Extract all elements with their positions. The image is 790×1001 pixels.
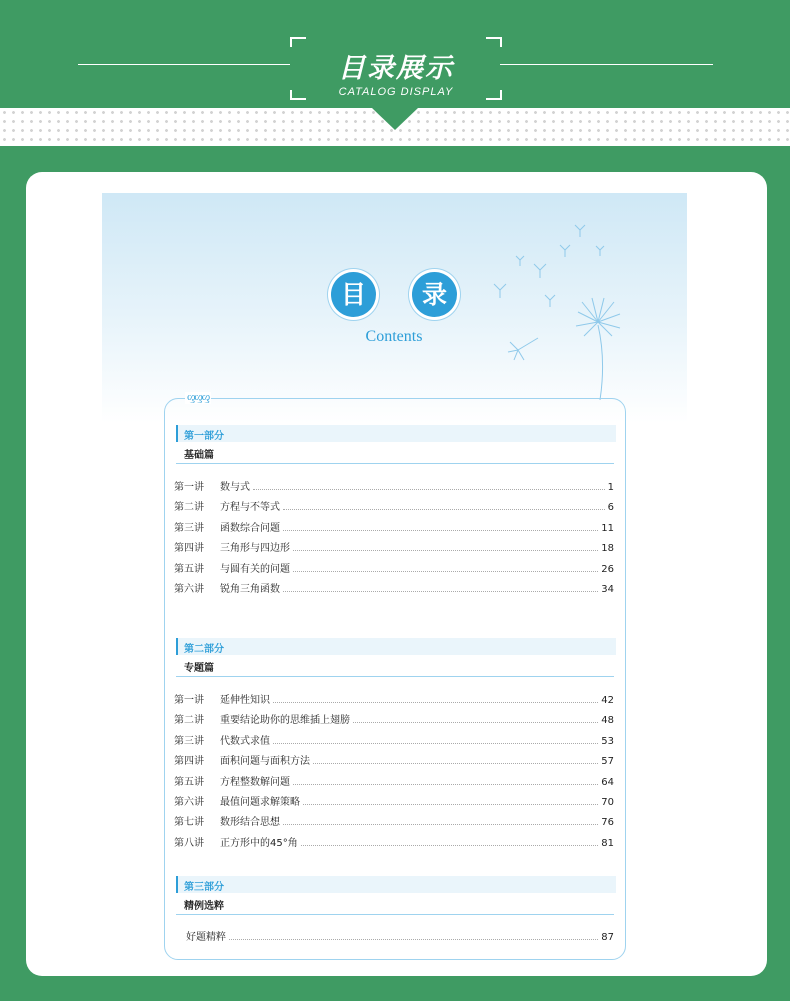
dot-leader [353, 722, 598, 723]
entry-title: 与圆有关的问题 [220, 563, 290, 575]
lecture-number: 第三讲 [174, 735, 204, 747]
entry-title: 数与式 [220, 482, 250, 493]
lecture-number: 第二讲 [174, 715, 204, 727]
entry-title: 最值问题求解策略 [220, 797, 300, 808]
dot-leader [313, 763, 598, 764]
lecture-number: 第五讲 [174, 563, 204, 575]
toc-entry[interactable] [174, 712, 614, 726]
lecture-number: 第一讲 [174, 482, 204, 493]
lecture-number: 第六讲 [174, 797, 204, 808]
section-name: 精例选粹 [184, 901, 224, 912]
page-number: 1 [607, 482, 614, 493]
toc-entry[interactable] [174, 753, 614, 767]
page-number: 34 [601, 584, 614, 595]
section-part-bar [176, 638, 616, 655]
lecture-number: 第八讲 [174, 837, 204, 849]
page-number: 11 [601, 522, 614, 534]
header-subtitle: CATALOG DISPLAY [338, 86, 454, 98]
section-rule [176, 463, 614, 464]
page-number: 57 [601, 756, 614, 768]
toc-entry[interactable] [174, 692, 614, 706]
page-number: 6 [607, 502, 614, 514]
header-rule-left [78, 64, 290, 65]
toc-entry[interactable] [174, 540, 614, 554]
page-number: 76 [601, 817, 614, 829]
page-number: 53 [601, 735, 614, 747]
lecture-number: 第四讲 [174, 543, 204, 555]
toc-entry[interactable] [174, 520, 614, 534]
section-part-bar [176, 876, 616, 893]
title-char-circle: 录 [412, 272, 457, 317]
dot-leader [283, 530, 598, 531]
lecture-number: 第一讲 [174, 695, 204, 706]
entry-title: 三角形与四边形 [220, 543, 290, 555]
dot-leader [273, 702, 598, 703]
toc-entry[interactable] [174, 774, 614, 788]
toc-entry[interactable] [174, 499, 614, 513]
binder-rings-icon: ᦐᦐᦐ [187, 392, 209, 403]
entry-title: 正方形中的45°角 [220, 837, 298, 849]
dot-leader [283, 509, 605, 510]
section-part-label: 第一部分 [184, 431, 224, 442]
toc-entry[interactable] [174, 581, 614, 595]
entry-title: 锐角三角函数 [220, 584, 280, 595]
toc-entry[interactable] [174, 814, 614, 828]
page-number: 87 [601, 932, 614, 943]
dandelion-illustration [480, 210, 640, 400]
header-rule-right [500, 64, 713, 65]
toc-entry[interactable] [174, 733, 614, 747]
page-number: 81 [601, 837, 614, 849]
toc-entry[interactable] [186, 929, 614, 943]
toc-entry[interactable] [174, 794, 614, 808]
entry-title: 方程整数解问题 [220, 776, 290, 788]
section-name: 基础篇 [184, 450, 214, 461]
lecture-number: 第二讲 [174, 502, 204, 514]
dot-leader [293, 550, 598, 551]
toc-entry[interactable] [174, 835, 614, 849]
page-number: 70 [601, 797, 614, 808]
dot-leader [253, 489, 605, 490]
toc-entry[interactable] [174, 479, 614, 493]
entry-title: 代数式求值 [220, 735, 270, 747]
title-char-circle: 目 [331, 272, 376, 317]
dot-leader [303, 804, 598, 805]
section-rule [176, 676, 614, 677]
entry-title: 数形结合思想 [220, 817, 280, 829]
lecture-number: 第四讲 [174, 756, 204, 768]
dot-leader [229, 939, 598, 940]
entry-title: 方程与不等式 [220, 502, 280, 514]
page-number: 18 [601, 543, 614, 555]
lecture-number: 第六讲 [174, 584, 204, 595]
contents-label: Contents [365, 328, 423, 345]
lecture-number: 第五讲 [174, 776, 204, 788]
header-title: 目录展示 [338, 53, 454, 84]
entry-title: 重要结论助你的思维插上翅膀 [220, 715, 350, 727]
page-number: 26 [601, 563, 614, 575]
entry-title: 面积问题与面积方法 [220, 756, 310, 768]
down-arrow-notch [372, 108, 418, 130]
dot-leader [301, 845, 599, 846]
entry-title: 好题精粹 [186, 932, 226, 943]
section-name: 专题篇 [184, 663, 214, 674]
lecture-number: 第七讲 [174, 817, 204, 829]
entry-title: 函数综合问题 [220, 522, 280, 534]
header-band [0, 0, 790, 108]
dot-leader [293, 571, 598, 572]
dot-leader [283, 824, 598, 825]
page-number: 42 [601, 695, 614, 706]
lecture-number: 第三讲 [174, 522, 204, 534]
dot-leader [283, 591, 598, 592]
section-part-label: 第二部分 [184, 644, 224, 655]
entry-title: 延伸性知识 [220, 695, 270, 706]
dot-leader [293, 784, 598, 785]
toc-entry[interactable] [174, 561, 614, 575]
page-number: 48 [601, 715, 614, 727]
section-part-label: 第三部分 [184, 882, 224, 893]
section-part-bar [176, 425, 616, 442]
page-number: 64 [601, 776, 614, 788]
section-rule [176, 914, 614, 915]
dot-leader [273, 743, 598, 744]
